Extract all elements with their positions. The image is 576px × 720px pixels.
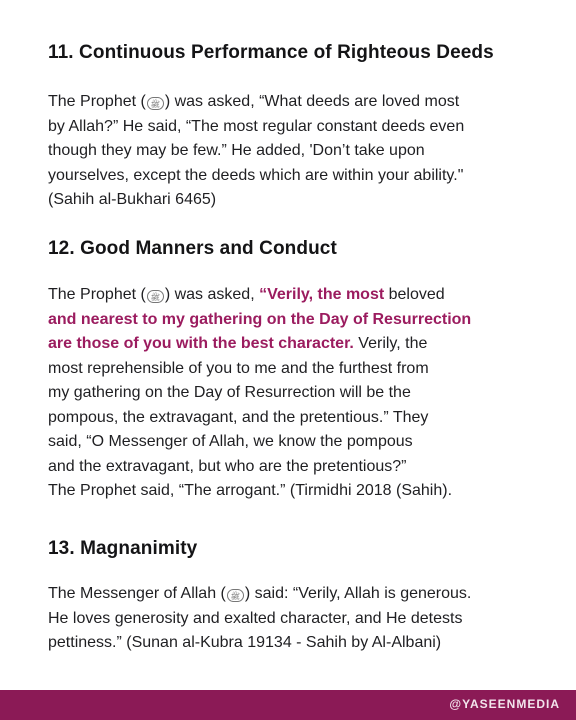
section-12-heading: 12. Good Manners and Conduct xyxy=(48,238,337,259)
section-12-line-9: The Prophet said, “The arrogant.” (Tirmidhi 2018 (Sahih). xyxy=(48,482,453,499)
highlight-text: are those of you with the best character. xyxy=(48,335,354,352)
section-13-line-2: He loves generosity and exalted character, and He detests xyxy=(48,609,463,627)
section-12-line-6: pompous, the extravagant, and the pretentious.” They xyxy=(48,408,429,426)
section-11-line-2: by Allah?” He said, “The most regular constant deeds even xyxy=(48,117,465,135)
salawat-calligraphy-icon: ﷺ xyxy=(227,589,244,602)
section-12-line-8: and the extravagant, but who are the pretentious?” xyxy=(48,457,407,475)
section-11-heading: 11. Continuous Performance of Righteous Deeds xyxy=(48,42,494,63)
section-12-body xyxy=(48,283,471,504)
section-13-heading: 13. Magnanimity xyxy=(48,538,198,559)
section-11-line-1: The Prophet ( ﷺ ) was asked, “What deeds are loved most xyxy=(48,93,460,110)
section-11-line-3: though they may be few.” He added, 'Don’t take upon xyxy=(48,142,425,159)
section-12-line-1: The Prophet ( ﷺ ) was asked, “Verily, the most beloved xyxy=(48,286,445,303)
section-12-line-7: said, “O Messenger of Allah, we know the pompous xyxy=(48,433,413,450)
section-11-line-4: yourselves, except the deeds which are within your ability." xyxy=(48,166,464,184)
section-12-line-5: my gathering on the Day of Resurrection will be the xyxy=(48,384,411,401)
highlight-text: “Verily, the most xyxy=(259,286,385,303)
section-11-body xyxy=(48,90,464,213)
footer-bar xyxy=(0,690,576,720)
section-12-line-2: and nearest to my gathering on the Day of Resurrection xyxy=(48,310,472,328)
social-handle: @YASEENMEDIA xyxy=(449,697,560,711)
section-12-line-3: are those of you with the best character. Verily, the xyxy=(48,335,428,352)
section-11-line-5: (Sahih al-Bukhari 6465) xyxy=(48,191,217,208)
section-13-line-1: The Messenger of Allah ( ﷺ ) said: “Verily, Allah is generous. xyxy=(48,585,472,602)
section-13-body xyxy=(48,582,471,656)
section-12-line-4: most reprehensible of you to me and the furthest from xyxy=(48,359,429,377)
section-13-line-3: pettiness.” (Sunan al-Kubra 19134 - Sahih by Al-Albani) xyxy=(48,634,442,651)
salawat-calligraphy-icon: ﷺ xyxy=(147,290,164,303)
salawat-calligraphy-icon: ﷺ xyxy=(147,97,164,110)
